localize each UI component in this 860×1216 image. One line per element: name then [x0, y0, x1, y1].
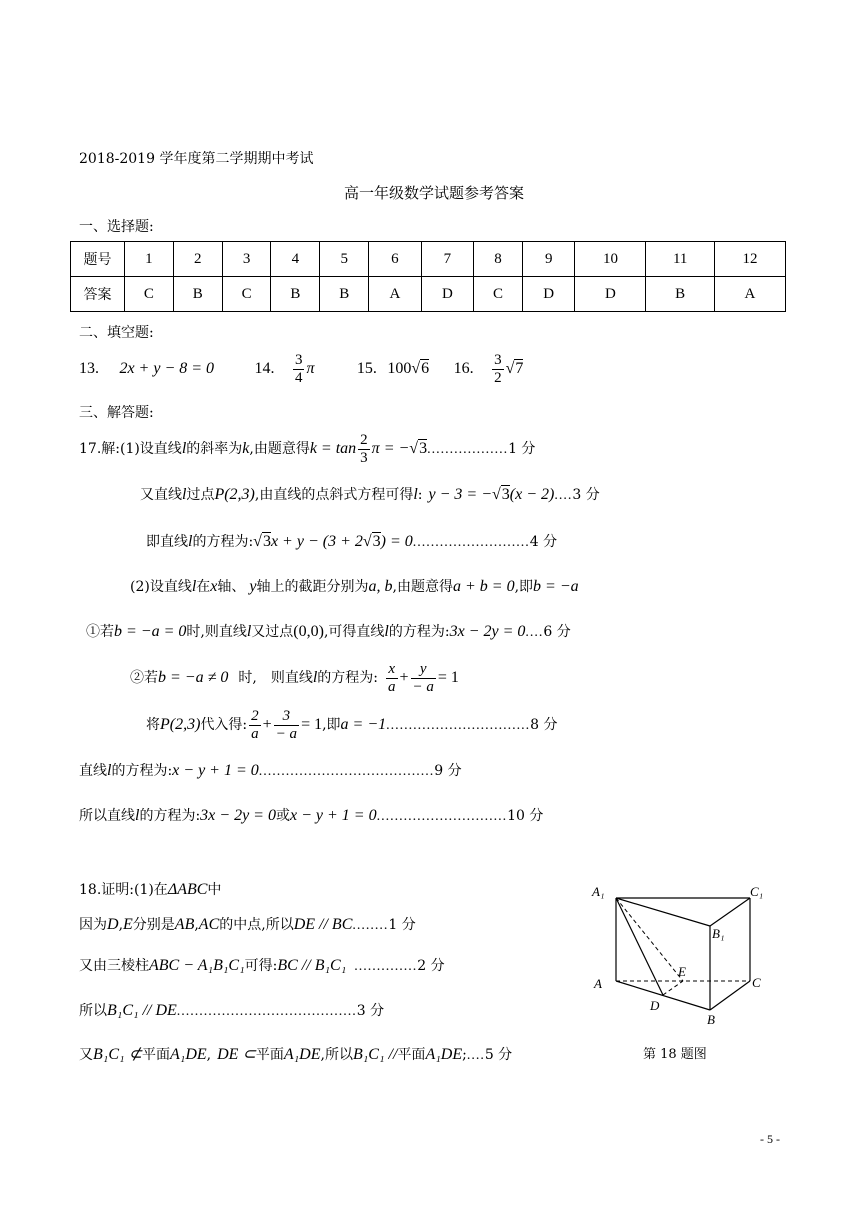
q14-pi: π: [306, 360, 315, 377]
math: +: [262, 716, 272, 733]
q17-line-9: [79, 804, 543, 828]
table-cell: 9: [522, 242, 575, 277]
math: DE // BC: [293, 916, 353, 933]
table-cell: 12: [714, 242, 785, 277]
math: l: [413, 486, 418, 503]
text: 平面: [141, 1047, 170, 1063]
math: ABC − A₁B₁C₁: [149, 957, 245, 974]
radicand: 3: [372, 533, 381, 550]
text: 又由三棱柱: [79, 958, 149, 974]
leader-dots: ....: [554, 488, 573, 503]
radicand: 3: [262, 533, 271, 550]
fraction: [249, 708, 261, 743]
math: AC: [198, 916, 220, 933]
q18-line-2: [79, 913, 416, 937]
text: 平面: [397, 1047, 426, 1063]
fraction: [274, 708, 299, 743]
radicand: 3: [419, 440, 428, 457]
text: 平面: [255, 1047, 284, 1063]
math: l: [181, 440, 187, 457]
text: 直线: [79, 763, 107, 779]
math: x: [210, 578, 218, 595]
leader-dots: ................................: [386, 718, 531, 733]
leader-dots: ..........................: [412, 535, 530, 550]
table-cell: C: [125, 277, 174, 312]
math: b = −a = 0: [114, 623, 187, 640]
fraction-numerator: 3: [494, 351, 502, 368]
math: y: [249, 578, 257, 595]
score: 3 分: [572, 487, 600, 503]
math: l: [191, 578, 197, 595]
text: 又直线: [140, 487, 182, 503]
table-cell: 1: [125, 242, 174, 277]
q15-answer: 100√6: [387, 360, 430, 377]
math: A₁DE: [425, 1046, 463, 1063]
text: ②若: [130, 670, 158, 686]
math: a + b = 0: [452, 578, 515, 595]
text: 在: [196, 579, 211, 595]
fraction-numerator: y: [411, 661, 436, 679]
math: B₁C₁ // DE: [107, 1002, 177, 1019]
table-cell: 3: [222, 242, 271, 277]
table-row: [71, 242, 786, 277]
q17-line-3: [146, 530, 557, 554]
text: 的斜率为: [186, 441, 243, 457]
math: a, b: [368, 578, 393, 595]
table-cell: B: [320, 277, 369, 312]
fraction-denominator: a: [388, 678, 396, 695]
text: 分别是: [132, 917, 175, 933]
text: 又: [79, 1047, 93, 1063]
label-d: D: [650, 998, 660, 1013]
q13-label: 13.: [79, 360, 99, 377]
hidden-edge-a1-e: [616, 898, 683, 981]
q17-line-4: [130, 575, 579, 599]
label-a: A: [594, 976, 602, 991]
fraction: [411, 661, 436, 696]
table-cell: B: [173, 277, 222, 312]
text: ,即: [514, 579, 534, 595]
prism-figure: [588, 878, 778, 1028]
text: 可得:: [244, 958, 278, 974]
section-fill-title: 二、填空题:: [79, 325, 154, 341]
math: π = −: [371, 440, 410, 457]
text: 轴上的截距分别为: [256, 579, 369, 595]
math: 3x − 2y = 0: [449, 623, 526, 640]
table-cell: 8: [474, 242, 523, 277]
score: 2 分: [417, 958, 445, 974]
math: l: [188, 533, 193, 550]
text: 所以: [79, 1003, 107, 1019]
table-cell: B: [271, 277, 320, 312]
table-cell: C: [474, 277, 523, 312]
table-row-label: 题号: [71, 242, 125, 277]
text: ,即: [322, 717, 341, 733]
leader-dots: ....: [466, 1048, 485, 1063]
fraction: [386, 661, 398, 696]
math: x + y − (3 + 2: [270, 533, 363, 550]
edge-a-b: [616, 981, 710, 1010]
table-row-label: 答案: [71, 277, 125, 312]
math: y − 3 = −: [428, 486, 493, 503]
q14-fraction: [293, 352, 305, 387]
text: ,: [118, 917, 124, 933]
math: l: [312, 669, 318, 686]
text: 则直线: [270, 670, 313, 686]
page-number: - 5 -: [760, 1132, 780, 1146]
q16-fraction: [492, 352, 504, 387]
table-cell: A: [714, 277, 785, 312]
fraction-denominator: a: [251, 725, 259, 742]
text: ,由题意得: [392, 579, 453, 595]
fraction-numerator: x: [386, 661, 398, 679]
radicand: 3: [501, 486, 510, 503]
hidden-edge-d-e: [663, 981, 683, 995]
math: l: [246, 623, 252, 640]
table-cell: C: [222, 277, 271, 312]
edge-a1-b1: [616, 898, 710, 926]
q14-label: 14.: [254, 360, 275, 377]
exam-title: 2018-2019 学年度第二学期期中考试: [79, 151, 314, 167]
fraction-denominator: 3: [360, 449, 368, 466]
leader-dots: ........................................: [176, 1004, 357, 1019]
table-row: [71, 277, 786, 312]
math: (0,0): [293, 623, 324, 640]
math: l: [107, 762, 112, 779]
text: 将: [146, 717, 160, 733]
text: 轴、: [217, 579, 246, 595]
text: 的中点,所以: [219, 917, 294, 933]
text: 的方程为:: [111, 763, 173, 779]
math: D: [107, 916, 119, 933]
table-cell: 5: [320, 242, 369, 277]
q15-radicand: 6: [421, 360, 430, 377]
math: ΔABC: [167, 881, 208, 898]
text: 的方程为:: [192, 534, 254, 550]
text: ,由直线的点斜式方程可得: [254, 487, 414, 503]
q16-label: 16.: [453, 360, 474, 377]
math: l: [384, 623, 389, 640]
math: DE ⊂: [217, 1046, 256, 1063]
label-c1: C₁: [750, 884, 764, 899]
text: 时,则直线: [186, 624, 247, 640]
score: 4 分: [529, 534, 558, 550]
q16-radical: √7: [505, 360, 524, 377]
table-cell: D: [575, 277, 646, 312]
fraction-denominator: 2: [494, 369, 502, 386]
table-cell: 6: [369, 242, 422, 277]
math: a = −1: [340, 716, 387, 733]
text: 中: [207, 882, 222, 898]
q18-line-3: [79, 954, 445, 978]
q17-line-5: [86, 620, 571, 644]
score: 8 分: [530, 717, 558, 733]
text: (2)设直线: [130, 579, 192, 595]
math: +: [399, 669, 409, 686]
edge-b1-c1: [710, 898, 750, 926]
text: 因为: [79, 917, 107, 933]
label-a1: A₁: [592, 884, 605, 899]
table-cell: 7: [421, 242, 474, 277]
fraction-numerator: 2: [360, 431, 368, 448]
math: l: [182, 486, 187, 503]
math: ) = 0: [380, 533, 413, 550]
math: x − y + 1 = 0: [172, 762, 259, 779]
q17-line-1: [79, 430, 535, 468]
label-c: C: [752, 975, 761, 990]
score: 5 分: [484, 1047, 513, 1063]
text: ;: [462, 1047, 467, 1063]
label-e: E: [678, 964, 686, 979]
math: 3x − 2y = 0: [200, 807, 276, 824]
label-b: B: [707, 1012, 715, 1027]
fraction-denominator: 4: [294, 369, 303, 386]
math: AB: [174, 916, 195, 933]
math: l: [135, 807, 140, 824]
math: x − y + 1 = 0: [289, 807, 377, 824]
math: A₁DE: [283, 1046, 321, 1063]
text: ,: [206, 1047, 212, 1063]
text: ,可得直线: [323, 624, 385, 640]
text: ,所以: [320, 1047, 353, 1063]
table-cell: B: [646, 277, 715, 312]
text: 的方程为:: [317, 670, 378, 686]
score: 6 分: [543, 624, 571, 640]
text: 代入得:: [200, 717, 248, 733]
text: 的方程为:: [388, 624, 450, 640]
math: k = tan: [309, 440, 357, 457]
text: 即直线: [146, 534, 188, 550]
math: (x − 2): [509, 486, 555, 503]
math: b = −a: [533, 578, 579, 595]
math: BC // B₁C₁: [277, 957, 347, 974]
score: 1 分: [508, 441, 536, 457]
q18-line-1: [79, 878, 221, 902]
leader-dots: .............................: [376, 809, 508, 824]
math: B₁C₁ //: [352, 1046, 398, 1063]
table-cell: 10: [575, 242, 646, 277]
table-cell: 11: [646, 242, 715, 277]
text: 过点: [186, 487, 215, 503]
q17-line-6: [130, 658, 459, 698]
score: 3 分: [356, 1003, 385, 1019]
fill-answers-line: [79, 350, 523, 388]
text: :: [417, 487, 423, 503]
math: P(2,3): [214, 486, 255, 503]
q13-answer: 2x + y − 8 = 0: [119, 360, 215, 377]
label-b1: B₁: [712, 926, 725, 941]
section-choice-title: 一、选择题:: [79, 219, 154, 235]
math: E: [123, 916, 133, 933]
q15-coefficient: 100: [387, 360, 412, 377]
q15-label: 15.: [356, 360, 377, 377]
q17-line-2: [140, 483, 600, 507]
q18-line-4: [79, 999, 384, 1023]
text: 所以直线: [79, 808, 135, 824]
radical: √3: [362, 533, 381, 550]
math: A₁DE: [169, 1046, 207, 1063]
fraction-denominator: − a: [275, 725, 298, 742]
table-cell: 4: [271, 242, 320, 277]
text: 或: [275, 808, 290, 824]
fraction-numerator: 3: [274, 708, 299, 726]
radical: √3: [253, 533, 271, 550]
math: B₁C₁ ⊄: [93, 1046, 142, 1063]
math: b = −a ≠ 0: [158, 669, 229, 686]
math: = 1: [437, 669, 459, 686]
q16-radicand: 7: [515, 360, 524, 377]
math: P(2,3): [160, 716, 201, 733]
section-solution-title: 三、解答题:: [79, 405, 154, 421]
text: 时,: [238, 670, 257, 686]
leader-dots: ..............: [354, 959, 418, 974]
text: 17.解:(1)设直线: [79, 441, 182, 457]
radical: √3: [409, 440, 428, 457]
fraction-numerator: 2: [251, 707, 259, 724]
text: 18.证明:(1)在: [79, 882, 168, 898]
table-cell: 2: [173, 242, 222, 277]
answer-table: [70, 241, 786, 312]
score: 10 分: [507, 808, 544, 824]
text: 的方程为:: [139, 808, 201, 824]
leader-dots: .......................................: [258, 764, 435, 779]
score: 9 分: [434, 763, 462, 779]
document-title: 高一年级数学试题参考答案: [344, 184, 525, 202]
text: 又过点: [251, 624, 294, 640]
fraction-denominator: − a: [412, 678, 434, 695]
text: ,: [194, 917, 199, 933]
edge-b-c: [710, 981, 750, 1010]
figure-caption: 第 18 题图: [643, 1047, 707, 1062]
edge-a1-d: [616, 898, 663, 995]
leader-dots: ..................: [427, 442, 509, 457]
leader-dots: ....: [525, 625, 544, 640]
math: k: [242, 440, 250, 457]
fraction-numerator: 3: [294, 351, 303, 368]
radical: √3: [492, 486, 510, 503]
q17-line-8: [79, 759, 462, 783]
text: ①若: [86, 624, 114, 640]
q17-line-7: [146, 704, 558, 746]
table-cell: D: [522, 277, 575, 312]
text: ,由题意得: [249, 441, 310, 457]
score: 1 分: [388, 917, 416, 933]
leader-dots: ........: [352, 918, 389, 933]
fraction: [358, 432, 370, 467]
table-cell: D: [421, 277, 474, 312]
table-cell: A: [369, 277, 422, 312]
q18-line-5: [79, 1043, 512, 1067]
math: = 1: [301, 716, 323, 733]
